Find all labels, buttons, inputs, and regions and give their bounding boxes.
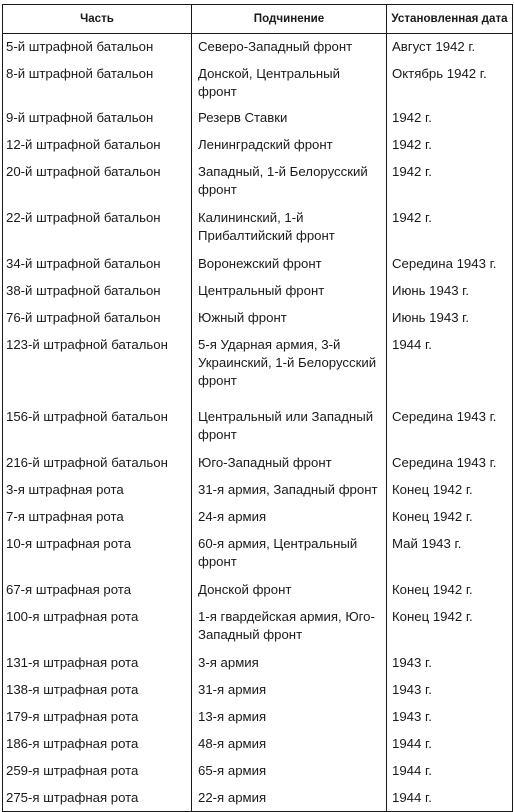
unit-cell: 131-я штрафная рота [3, 650, 192, 677]
table-row [3, 477, 513, 504]
date-cell: 1942 г. [387, 132, 513, 159]
table-row [3, 34, 513, 61]
table-row [3, 577, 513, 604]
unit-cell: 259-я штрафная рота [3, 758, 192, 785]
date-cell: Конец 1942 г. [387, 577, 513, 604]
date-cell: 1942 г. [387, 105, 513, 132]
unit-cell: 10-я штрафная рота [3, 531, 192, 577]
table-body [3, 34, 513, 812]
table-row [3, 785, 513, 812]
unit-cell: 275-я штрафная рота [3, 785, 192, 812]
table-row [3, 450, 513, 477]
subordination-cell: 3-я армия [192, 650, 387, 677]
penal-units-table [2, 4, 513, 812]
unit-cell: 5-й штрафной батальон [3, 34, 192, 61]
date-cell: Октябрь 1942 г. [387, 61, 513, 105]
date-cell: Конец 1942 г. [387, 604, 513, 650]
subordination-cell: 1-я гвардейская армия, Юго-Западный фронт [192, 604, 387, 650]
subordination-cell: 31-я армия [192, 677, 387, 704]
table-row [3, 531, 513, 577]
subordination-cell: Калининский, 1-й Прибалтийский фронт [192, 205, 387, 251]
subordination-cell: 13-я армия [192, 704, 387, 731]
date-cell: 1944 г. [387, 758, 513, 785]
table-row [3, 504, 513, 531]
date-cell: 1943 г. [387, 704, 513, 731]
date-cell: Конец 1942 г. [387, 477, 513, 504]
column-header-date: Установленная дата [387, 5, 513, 34]
subordination-cell: 24-я армия [192, 504, 387, 531]
table-row [3, 604, 513, 650]
unit-cell: 9-й штрафной батальон [3, 105, 192, 132]
table-row [3, 61, 513, 105]
subordination-cell: 22-я армия [192, 785, 387, 812]
subordination-cell: 31-я армия, Западный фронт [192, 477, 387, 504]
unit-cell: 100-я штрафная рота [3, 604, 192, 650]
table-row [3, 278, 513, 305]
date-cell: Середина 1943 г. [387, 404, 513, 450]
date-cell: Май 1943 г. [387, 531, 513, 577]
subordination-cell: 60-я армия, Центральный фронт [192, 531, 387, 577]
subordination-cell: Западный, 1-й Белорусский фронт [192, 159, 387, 205]
unit-cell: 12-й штрафной батальон [3, 132, 192, 159]
date-cell: Июнь 1943 г. [387, 278, 513, 305]
unit-cell: 156-й штрафной батальон [3, 404, 192, 450]
unit-cell: 22-й штрафной батальон [3, 205, 192, 251]
subordination-cell: Юго-Западный фронт [192, 450, 387, 477]
table-row [3, 404, 513, 450]
table-header-row [3, 5, 513, 34]
column-header-unit: Часть [3, 5, 192, 34]
unit-cell: 38-й штрафной батальон [3, 278, 192, 305]
unit-cell: 7-я штрафная рота [3, 504, 192, 531]
date-cell: 1944 г. [387, 731, 513, 758]
table-row [3, 305, 513, 332]
date-cell: Июнь 1943 г. [387, 305, 513, 332]
table-row [3, 251, 513, 278]
table-row [3, 332, 513, 404]
unit-cell: 67-я штрафная рота [3, 577, 192, 604]
unit-cell: 3-я штрафная рота [3, 477, 192, 504]
unit-cell: 34-й штрафной батальон [3, 251, 192, 278]
table-row [3, 105, 513, 132]
unit-cell: 123-й штрафной батальон [3, 332, 192, 404]
subordination-cell: Резерв Ставки [192, 105, 387, 132]
column-header-subordination: Подчинение [192, 5, 387, 34]
unit-cell: 76-й штрафной батальон [3, 305, 192, 332]
table-row [3, 758, 513, 785]
subordination-cell: Донской, Центральный фронт [192, 61, 387, 105]
unit-cell: 8-й штрафной батальон [3, 61, 192, 105]
table-row [3, 731, 513, 758]
date-cell: 1943 г. [387, 650, 513, 677]
subordination-cell: Ленинградский фронт [192, 132, 387, 159]
table-row [3, 132, 513, 159]
date-cell: 1942 г. [387, 205, 513, 251]
table-row [3, 159, 513, 205]
date-cell: 1944 г. [387, 332, 513, 404]
unit-cell: 138-я штрафная рота [3, 677, 192, 704]
date-cell: Август 1942 г. [387, 34, 513, 61]
table-row [3, 205, 513, 251]
unit-cell: 20-й штрафной батальон [3, 159, 192, 205]
date-cell: Середина 1943 г. [387, 251, 513, 278]
subordination-cell: Южный фронт [192, 305, 387, 332]
date-cell: 1943 г. [387, 677, 513, 704]
date-cell: 1944 г. [387, 785, 513, 812]
unit-cell: 179-я штрафная рота [3, 704, 192, 731]
table-row [3, 704, 513, 731]
subordination-cell: Донской фронт [192, 577, 387, 604]
date-cell: Середина 1943 г. [387, 450, 513, 477]
table-row [3, 677, 513, 704]
subordination-cell: 5-я Ударная армия, 3-й Украинский, 1-й Белорусский фронт [192, 332, 387, 404]
subordination-cell: Центральный фронт [192, 278, 387, 305]
unit-cell: 216-й штрафной батальон [3, 450, 192, 477]
subordination-cell: 65-я армия [192, 758, 387, 785]
subordination-cell: 48-я армия [192, 731, 387, 758]
subordination-cell: Центральный или Западный фронт [192, 404, 387, 450]
unit-cell: 186-я штрафная рота [3, 731, 192, 758]
date-cell: Конец 1942 г. [387, 504, 513, 531]
table-row [3, 650, 513, 677]
subordination-cell: Северо-Западный фронт [192, 34, 387, 61]
date-cell: 1942 г. [387, 159, 513, 205]
subordination-cell: Воронежский фронт [192, 251, 387, 278]
